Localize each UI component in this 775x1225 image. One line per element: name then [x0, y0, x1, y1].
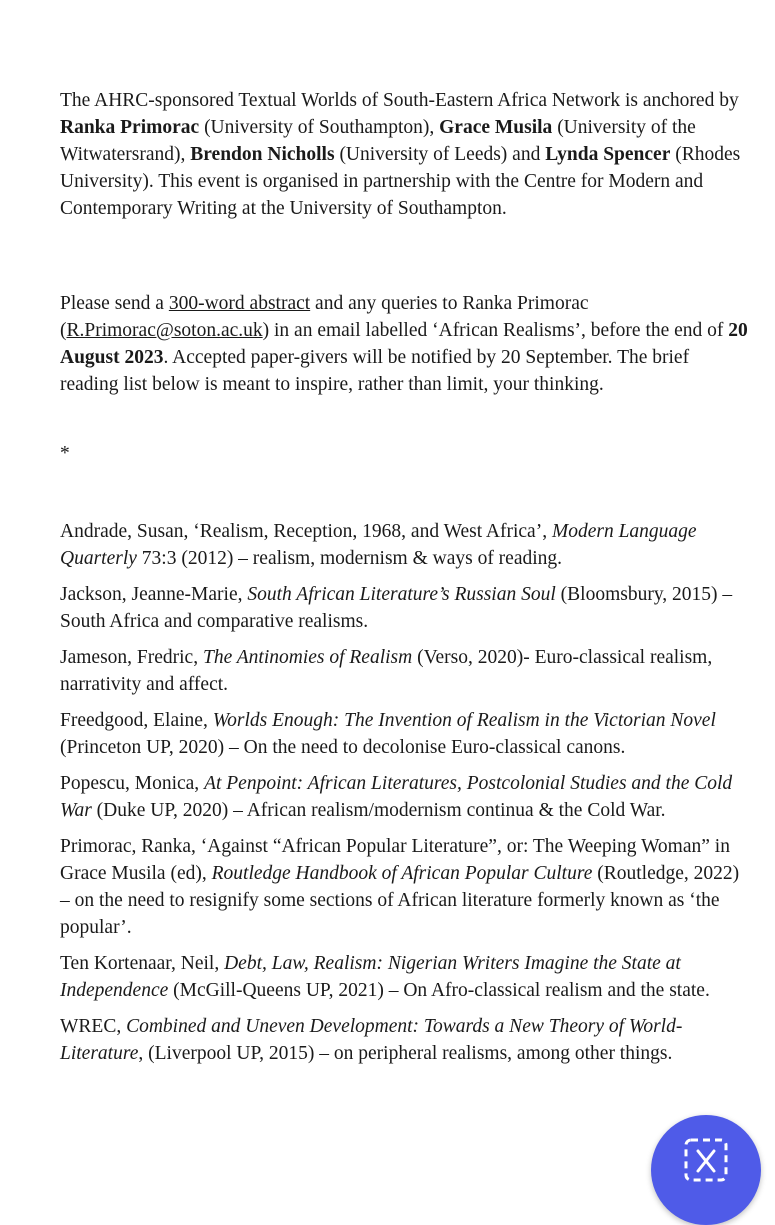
reference-item: Andrade, Susan, ‘Realism, Reception, 1968, and West Africa’, Modern Language Quarterly 73:3 (2012) – realism, modernism & ways of reading.	[60, 521, 697, 569]
organiser-name: Ranka Primorac	[60, 117, 200, 138]
organiser-name: Brendon Nicholls	[190, 144, 335, 165]
call-for-papers-paragraph: Please send a 300-word abstract and any queries to Ranka Primorac (R.Primorac@soton.ac.uk) in an email labelled ‘African Realisms’, before the end of 20 August 2023. Accepted paper-givers will be notified by 20 September. The brief reading list below is meant to inspire, rather than limit, your thinking.	[60, 293, 748, 395]
abstract-link[interactable]: 300-word abstract	[168, 293, 311, 314]
reading-list	[60, 518, 750, 1076]
reference-item: Freedgood, Elaine, Worlds Enough: The Invention of Realism in the Victorian Novel (Princeton UP, 2020) – On the need to decolonise Euro-classical canons.	[60, 710, 716, 758]
reference-item: Primorac, Ranka, ‘Against “African Popular Literature”, or: The Weeping Woman” in Grace Musila (ed), Routledge Handbook of African Popular Culture (Routledge, 2022) – on the need to resignify some sections of African literature formerly known as ‘the popular’.	[60, 836, 740, 938]
screenshot-action-button[interactable]	[651, 1115, 761, 1225]
organiser-name: Grace Musila	[439, 117, 553, 138]
reference-item: WREC, Combined and Uneven Development: Towards a New Theory of World-Literature, (Liverpool UP, 2015) – on peripheral realisms, among other things.	[60, 1016, 683, 1064]
email-link[interactable]: R.Primorac@soton.ac.uk	[66, 320, 263, 341]
intro-paragraph: The AHRC-sponsored Textual Worlds of South-Eastern Africa Network is anchored by Ranka Primorac (University of Southampton), Grace Musila (University of the Witwatersrand), Brendon Nicholls (University of Leeds) and Lynda Spencer (Rhodes University). This event is organised in partnership with the Centre for Modern and Contemporary Writing at the University of Southampton.	[60, 90, 741, 219]
reference-item: Ten Kortenaar, Neil, Debt, Law, Realism: Nigerian Writers Imagine the State at Independence (McGill-Queens UP, 2021) – On Afro-classical realism and the state.	[60, 953, 710, 1001]
section-separator: *	[60, 443, 70, 464]
organiser-name: Lynda Spencer	[545, 144, 671, 165]
screenshot-cut-icon	[683, 1137, 729, 1183]
reference-item: Jameson, Fredric, The Antinomies of Realism (Verso, 2020)- Euro-classical realism, narrativity and affect.	[60, 647, 713, 695]
reference-item: Jackson, Jeanne-Marie, South African Literature’s Russian Soul (Bloomsbury, 2015) – South Africa and comparative realisms.	[60, 584, 733, 632]
deadline-date: 20 August 2023	[60, 320, 748, 368]
reference-item: Popescu, Monica, At Penpoint: African Literatures, Postcolonial Studies and the Cold War (Duke UP, 2020) – African realism/modernism continua & the Cold War.	[60, 773, 733, 821]
